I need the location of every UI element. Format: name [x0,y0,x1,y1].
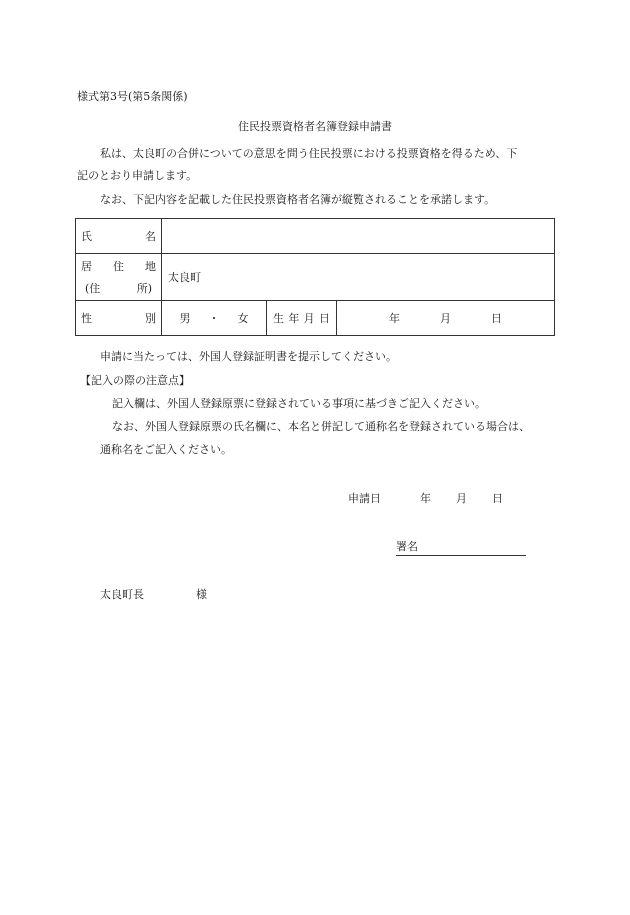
gender-separator: ・ [208,312,220,325]
intro-line-1: 私は、太良町の合併についての意思を問う住民投票における投票資格を得るため、下 [100,147,518,160]
name-row [76,219,555,254]
name-label [81,228,156,244]
signature-field[interactable] [396,538,526,556]
submission-note: 申請に当たっては、外国人登録証明書を提示してください。 [100,350,397,363]
address-label-part: (住 [85,282,101,295]
residence-label-char: 住 [113,260,124,273]
gender-label [81,310,156,326]
residence-row [76,254,555,301]
addressee-name: 太良町長 [100,588,144,601]
name-field[interactable] [162,219,555,254]
birthdate-units [337,310,554,326]
gender-label-cell [76,301,162,336]
birthdate-label [273,310,330,326]
note-line-2: なお、外国人登録原票の氏名欄に、本名と併記して通称名を登録されている場合は、 [112,420,530,433]
note-line-1: 記入欄は、外国人登録原票に登録されている事項に基づきご記入ください。 [112,397,486,410]
addressee-honorific: 様 [196,588,207,601]
residence-field[interactable]: 太良町 [162,254,555,301]
residence-label-char: 地 [145,260,156,273]
gender-birthdate-row [76,301,555,336]
gender-label-char: 別 [145,312,156,325]
birthdate-label-char: 月 [303,312,315,325]
gender-options [162,310,266,326]
birthdate-label-cell [267,301,337,336]
application-form-table [75,218,555,336]
gender-label-char: 性 [81,312,92,325]
application-date-day-unit: 日 [492,492,503,505]
application-date-label: 申請日 [348,492,381,505]
birthdate-year-unit: 年 [389,312,400,325]
residence-label-cell [76,254,162,301]
addressee [100,586,207,602]
gender-field[interactable] [162,301,267,336]
signature-label: 署名 [396,540,418,553]
name-label-char: 氏 [81,230,92,243]
birthdate-day-unit: 日 [491,312,502,325]
application-date [348,490,503,506]
address-label [81,280,156,296]
document-title: 住民投票資格者名簿登録申請書 [238,120,392,133]
birthdate-label-char: 生 [273,312,284,325]
notes-heading: 【記入の際の注意点】 [80,374,190,387]
intro-line-2: 記のとおり申請します。 [77,169,198,182]
name-label-char: 名 [145,230,156,243]
form-number: 様式第3号(第5条関係) [77,90,188,103]
birthdate-month-unit: 月 [440,312,451,325]
gender-option-male[interactable]: 男 [179,312,191,325]
birthdate-label-char: 日 [318,312,330,325]
birthdate-field[interactable] [337,301,555,336]
note-line-3: 通称名をご記入ください。 [100,443,232,456]
gender-option-female[interactable]: 女 [237,312,249,325]
name-label-cell [76,219,162,254]
address-label-part: 所) [136,282,152,295]
application-date-month-unit: 月 [456,492,467,505]
residence-label [81,258,156,274]
residence-label-char: 居 [81,260,92,273]
birthdate-label-char: 年 [288,312,300,325]
application-date-year-unit: 年 [420,492,431,505]
intro-line-3: なお、下記内容を記載した住民投票資格者名簿が縦覧されることを承諾します。 [100,193,496,206]
